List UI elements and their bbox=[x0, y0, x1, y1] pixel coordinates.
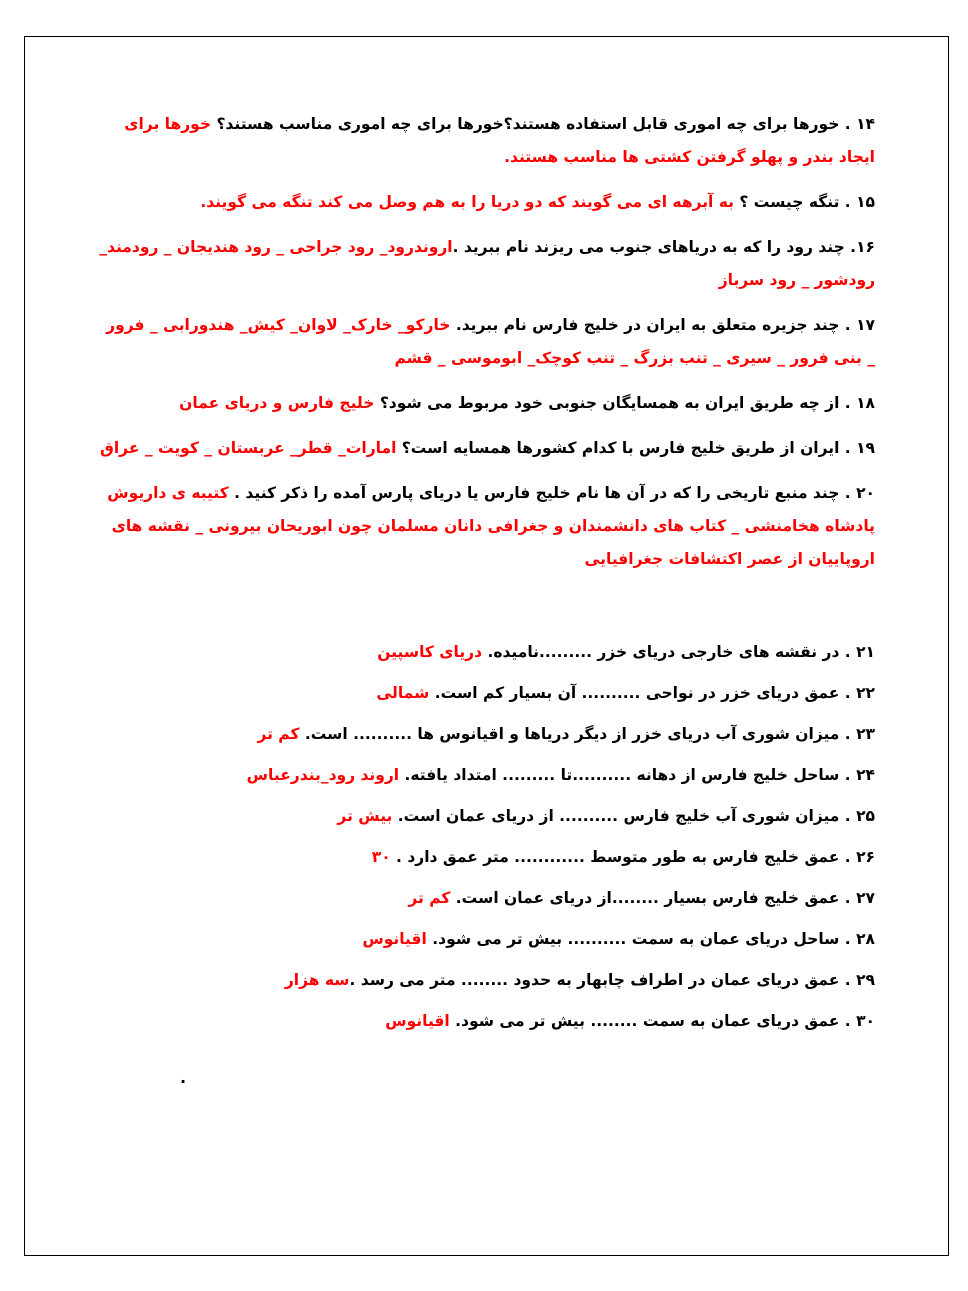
worksheet-content bbox=[95, 108, 875, 1038]
question-18 bbox=[95, 387, 875, 420]
question-19 bbox=[95, 432, 875, 465]
answer-text: خورها برای ایجاد بندر و پهلو گرفتن کشتی ها مناسب هستند. bbox=[124, 115, 875, 166]
question-text: ۱۹ . ایران از طریق خلیج فارس با کدام کشورها همسایه است؟ bbox=[396, 439, 875, 457]
question-text: ۲۱ . در نقشه های خارجی دریای خزر .........نامیده. bbox=[482, 643, 875, 661]
question-text: ۲۲ . عمق دریای خزر در نواحی .......... آن بسیار کم است. bbox=[429, 684, 875, 702]
answer-text: کتیبه ی داریوش پادشاه هخامنشی _ کتاب های دانشمندان و جغرافی دانان مسلمان چون ابوریحان بیرونی _ نقشه های اروپاییان از عصر اکتشافات جغرافیایی bbox=[107, 484, 875, 568]
question-text: ۱۶. چند رود را که به دریاهای جنوب می ریزند نام ببرید . bbox=[452, 238, 875, 256]
question-21 bbox=[95, 636, 875, 669]
question-25 bbox=[95, 800, 875, 833]
answer-text: به آبرهه ای می گویند که دو دریا را به هم وصل می کند تنگه می گویند. bbox=[200, 193, 734, 211]
answer-text: اروندرود_ رود جراحی _ رود هندیجان _ رودمند_ رودشور _ رود سرباز bbox=[99, 238, 875, 289]
question-text: ۱۴ . خورها برای چه اموری قابل استفاده هستند؟خورها برای چه اموری مناسب هستند؟ bbox=[211, 115, 875, 133]
question-14 bbox=[95, 108, 875, 174]
question-text: ۳۰ . عمق دریای عمان به سمت ........ بیش تر می شود. bbox=[449, 1012, 875, 1030]
question-text: ۲۴ . ساحل خلیج فارس از دهانه ..........تا ......... امتداد یافته. bbox=[399, 766, 875, 784]
question-20 bbox=[95, 477, 875, 576]
question-text: ۱۷ . چند جزیره متعلق به ایران در خلیج فارس نام ببرید. bbox=[450, 316, 875, 334]
question-24 bbox=[95, 759, 875, 792]
question-text: ۲۶ . عمق خلیج فارس به طور متوسط ............ متر عمق دارد . bbox=[390, 848, 875, 866]
answer-text: کم تر bbox=[408, 889, 451, 907]
question-text: ۲۷ . عمق خلیج فارس بسیار ........از دریای عمان است. bbox=[450, 889, 875, 907]
question-23 bbox=[95, 718, 875, 751]
answer-text: شمالی bbox=[376, 684, 430, 702]
answer-text: دریای کاسپین bbox=[377, 643, 483, 661]
question-15 bbox=[95, 186, 875, 219]
section-gap bbox=[95, 576, 875, 636]
answer-text: خلیج فارس و دریای عمان bbox=[179, 394, 375, 412]
answer-text: اقیانوس bbox=[362, 930, 427, 948]
question-text: ۲۵ . میزان شوری آب خلیج فارس .......... از دریای عمان است. bbox=[392, 807, 875, 825]
answer-text: کم تر bbox=[257, 725, 300, 743]
answer-text: امارات_ قطر_ عربستان _ کویت _ عراق bbox=[100, 439, 397, 457]
question-30 bbox=[95, 1005, 875, 1038]
question-text: ۲۳ . میزان شوری آب دریای خزر از دیگر دریاها و اقیانوس ها .......... است. bbox=[299, 725, 875, 743]
question-29 bbox=[95, 964, 875, 997]
question-28 bbox=[95, 923, 875, 956]
question-26 bbox=[95, 841, 875, 874]
answer-text: بیش تر bbox=[337, 807, 393, 825]
question-text: ۱۵ . تنگه چیست ؟ bbox=[733, 193, 875, 211]
answer-text: اروند رود_بندرعباس bbox=[246, 766, 400, 784]
question-22 bbox=[95, 677, 875, 710]
question-text: ۱۸ . از چه طریق ایران به همسایگان جنوبی خود مربوط می شود؟ bbox=[374, 394, 875, 412]
answer-text: اقیانوس bbox=[385, 1012, 450, 1030]
question-27 bbox=[95, 882, 875, 915]
question-text: ۲۸ . ساحل دریای عمان به سمت .......... بیش تر می شود. bbox=[426, 930, 875, 948]
stray-dot: . bbox=[180, 1068, 187, 1087]
question-text: ۲۹ . عمق دریای عمان در اطراف چابهار به حدود ........ متر می رسد . bbox=[349, 971, 875, 989]
answer-text: سه هزار bbox=[284, 971, 350, 989]
question-text: ۲۰ . چند منبع تاریخی را که در آن ها نام خلیج فارس یا دریای پارس آمده را ذکر کنید . bbox=[228, 484, 875, 502]
answer-text: خارکو_ خارک_ لاوان_ کیش_ هندورابی _ فرور _ بنی فرور _ سیری _ تنب بزرگ _ تنب کوچک_ ابوموسی _ قشم bbox=[106, 316, 875, 367]
question-17 bbox=[95, 309, 875, 375]
question-16 bbox=[95, 231, 875, 297]
answer-text: ۳۰ bbox=[371, 848, 391, 866]
